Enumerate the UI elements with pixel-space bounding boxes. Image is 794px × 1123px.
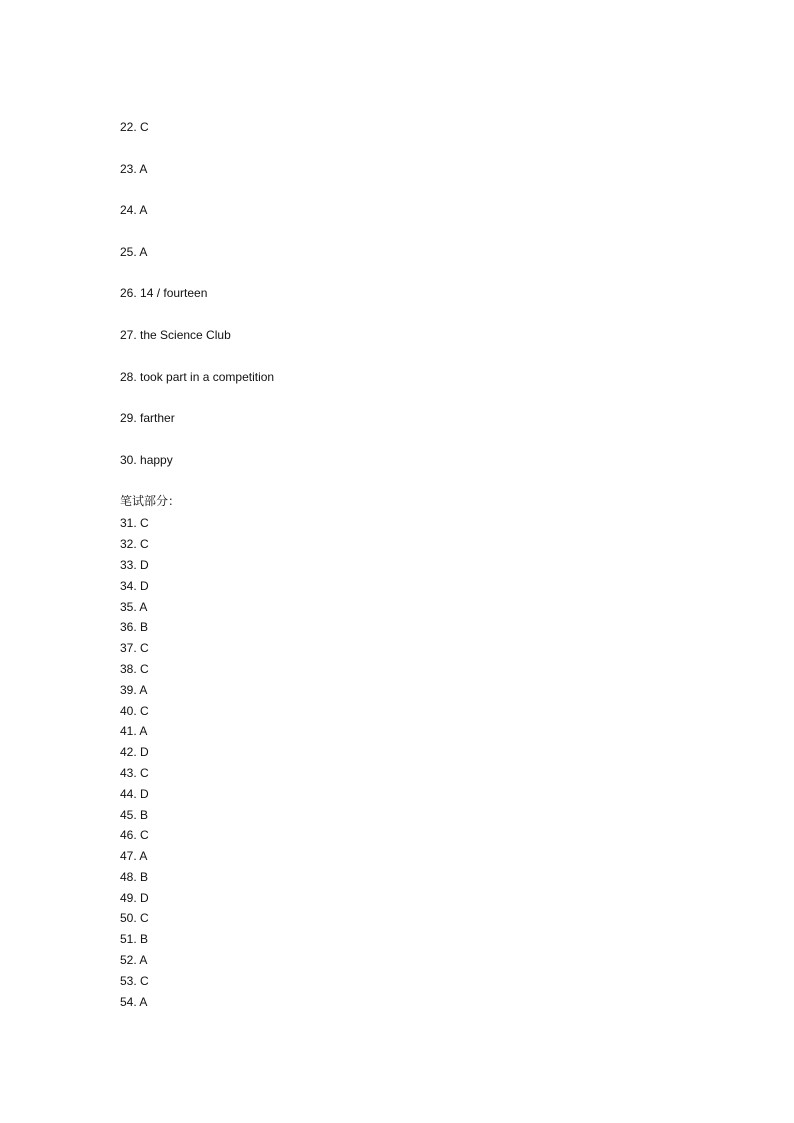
answer-item: 32. C: [120, 537, 149, 552]
answer-item: 43. C: [120, 765, 149, 780]
answer-item: 33. D: [120, 557, 149, 572]
answer-item: 36. B: [120, 620, 149, 635]
answer-item: 51. B: [120, 932, 149, 947]
answer-item: 46. C: [120, 828, 149, 843]
answer-item: 38. C: [120, 661, 149, 676]
answer-item: 30. happy: [120, 452, 173, 467]
answer-item: 40. C: [120, 703, 149, 718]
answer-item: 29. farther: [120, 411, 175, 426]
answer-item: 31. C: [120, 516, 149, 531]
answer-item: 53. C: [120, 973, 149, 988]
answer-item: 42. D: [120, 745, 149, 760]
answer-item: 49. D: [120, 890, 149, 905]
answer-item: 23. A: [120, 161, 148, 176]
answer-item: 39. A: [120, 682, 148, 697]
answer-item: 44. D: [120, 786, 149, 801]
answer-item: 25. A: [120, 244, 148, 259]
answer-item: 37. C: [120, 641, 149, 656]
answer-item: 35. A: [120, 599, 148, 614]
answer-item: 45. B: [120, 807, 149, 822]
answer-item: 26. 14 / fourteen: [120, 286, 208, 301]
answer-item: 34. D: [120, 578, 149, 593]
answer-key: [120, 118, 720, 1012]
answer-item: 47. A: [120, 849, 148, 864]
answer-item: 22. C: [120, 120, 149, 134]
written-section-heading: 笔试部分：: [120, 494, 181, 509]
written-answers: [120, 513, 720, 1012]
answer-item: 28. took part in a competition: [120, 369, 275, 384]
answer-item: 52. A: [120, 953, 148, 968]
answer-item: 24. A: [120, 203, 148, 218]
answer-item: 27. the Science Club: [120, 327, 231, 342]
answer-item: 54. A: [120, 994, 148, 1009]
listening-answers: [120, 118, 720, 469]
answer-item: 50. C: [120, 911, 149, 926]
answer-item: 48. B: [120, 869, 149, 884]
answer-item: 41. A: [120, 724, 148, 739]
